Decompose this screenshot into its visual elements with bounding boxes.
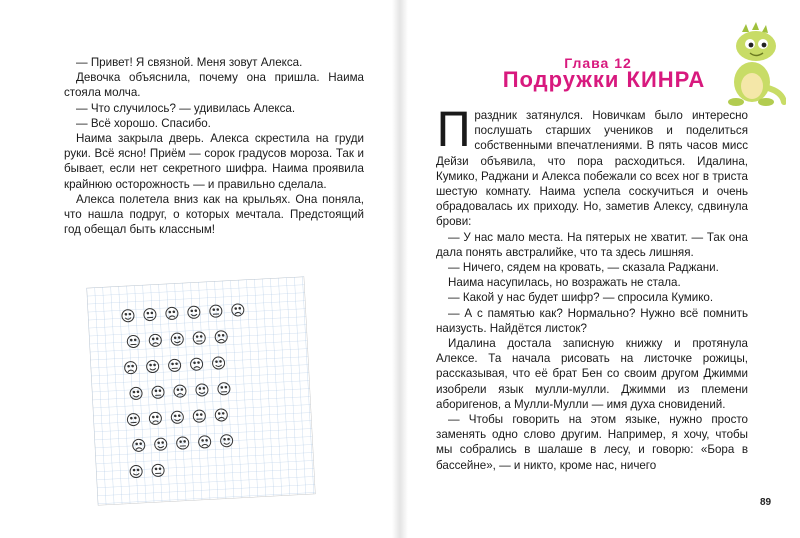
first-paragraph-text: раздник затянулся. Новичкам было интересно послушать старших учеников и поделиться собственными впечатлениями. В пять часов мисс Дейзи объявила, что пора расходиться. Идалина, Кумико, Раджани и Алекса побежали со всех ног в триста шестую комнату. Наима успела соскучиться и очень обрадовалась их приходу. Но, заметив Алексу, сдвинула брови:	[436, 109, 748, 229]
drop-cap: П	[436, 103, 472, 158]
chapter-title: Подружки КИНРА	[502, 67, 706, 92]
paragraph: — А с памятью как? Нормально? Нужно всё помнить наизусть. Найдётся листок?	[436, 306, 748, 335]
dinosaur-mascot-icon	[722, 22, 786, 106]
paragraph: Алекса полетела вниз как на крыльях. Она поняла, что нашла подруг, о которых мечтала. Предстоящий год обещал быть классным!	[64, 192, 364, 237]
paragraph: Наима закрыла дверь. Алекса скрестила на груди руки. Всё ясно! Приём — сорок градусов мороза. Так и бывает, если нет секретного шифра. Наима проявила крайнюю осторожность — и правильно сделала.	[64, 132, 364, 191]
book-gutter	[392, 0, 408, 538]
paragraph: — Привет! Я связной. Меня зовут Алекса.	[76, 56, 303, 69]
paragraph: — Что случилось? — удивилась Алекса.	[76, 101, 296, 115]
paragraph: Наима насупилась, но возражать не стала.	[448, 276, 681, 290]
chapter-label: Глава 12	[564, 55, 632, 71]
page-number: 89	[760, 497, 772, 508]
paragraph: — Чтобы говорить на этом языке, нужно просто заменять одно слово другим. Например, я хочу, чтобы мы собрались в шалаше в лесу, и говорю: «Бора в бассейне», — и никто, кроме нас, ничего	[436, 413, 748, 472]
paragraph: Идалина достала записную книжку и протянула Алексе. Та начала рисовать на листочке рожицы, рассказывая, что её брат Бен со своим другом Джимми изобрели язык мулли-мулли. Джимми из племени аборигенов, а Мулли-Мулли — имя духа сновидений.	[436, 337, 748, 411]
paragraph: Девочка объяснила, почему она пришла. Наима стояла молча.	[64, 71, 364, 100]
paragraph: — Ничего, сядем на кровать, — сказала Раджани.	[448, 261, 719, 275]
left-page-text	[64, 55, 364, 237]
paragraph: — Какой у нас будет шифр? — спросила Кумико.	[448, 291, 714, 305]
paragraph: — Всё хорошо. Спасибо.	[76, 116, 211, 130]
paragraph: — У нас мало места. На пятерых не хватит. — Так она дала понять австралийке, что та здесь лишняя.	[436, 230, 748, 259]
notebook-svg	[86, 276, 315, 505]
first-paragraph	[436, 103, 748, 230]
right-page-text	[436, 103, 748, 473]
notebook-cipher-illustration	[86, 276, 315, 505]
